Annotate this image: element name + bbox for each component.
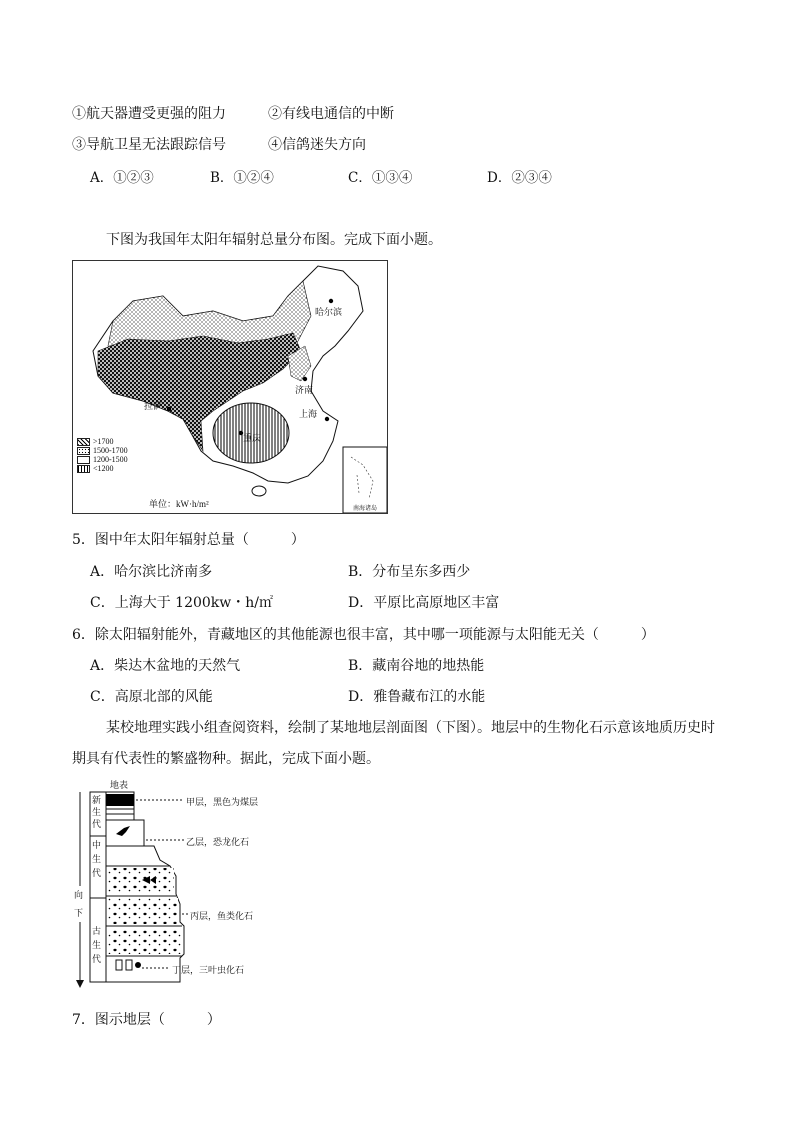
jinan-marker [303,377,307,381]
layer-ding-label: 丁层，三叶虫化石 [172,965,245,975]
era-mesozoic: 中生代 [92,840,102,878]
q5-stem: 5．图中年太阳年辐射总量（ ） [72,532,305,548]
layer-jia-label: 甲层，黑色为煤层 [186,797,259,807]
q5-option-d: D．平原比高原地区丰富 [348,595,500,611]
layer-yi-label: 乙层，恐龙化石 [186,837,250,847]
direction-label: 向下 [74,886,84,922]
intro-solar: 下图为我国年太阳年辐射总量分布图。完成下面小题。 [106,232,442,248]
legend-label-1: >1700 [93,437,114,446]
map-unit: 单位：kW·h/m² [149,499,209,509]
coal-layer [106,794,134,806]
intro-strata-line2: 期具有代表性的繁盛物种。据此，完成下面小题。 [72,751,380,767]
map-graphic [73,261,387,513]
city-label-harbin: 哈尔滨 [315,307,343,317]
legend-swatch-blank [77,456,90,464]
city-label-lhasa: 拉萨 [144,401,163,411]
solar-radiation-map [72,260,388,514]
q4-option-b: B．①②④ [210,170,274,186]
legend-label-3: 1200-1500 [93,455,128,464]
q6-option-a: A．柴达木盆地的天然气 [90,658,241,674]
trilobite-fossil [135,962,141,968]
layer-bing-label: 丙层，鱼类化石 [190,911,254,921]
lhasa-marker [167,407,171,411]
era-paleozoic: 古生代 [92,926,102,964]
era-cenozoic: 新生代 [92,795,102,829]
legend-swatch-hatch [77,438,90,446]
q4-item-1: ①航天器遭受更强的阻力 [72,106,226,122]
legend-swatch-lines [77,465,90,473]
q4-option-d: D．②③④ [487,170,552,186]
strata-diagram [72,776,312,1016]
q6-option-d: D．雅鲁藏布江的水能 [348,689,486,705]
q4-option-a: A．①②③ [90,170,154,186]
q5-option-a: A．哈尔滨比济南多 [90,564,213,580]
shanghai-marker [325,417,329,421]
q7-stem: 7．图示地层（ ） [72,1012,221,1028]
harbin-marker [329,299,333,303]
legend-label-4: <1200 [93,464,114,473]
q4-item-3: ③导航卫星无法跟踪信号 [72,137,226,153]
q6-option-c: C．高原北部的风能 [90,689,213,705]
q4-option-c: C．①③④ [348,170,413,186]
q5-option-b: B．分布呈东多西少 [348,564,471,580]
city-label-jinan: 济南 [295,385,314,395]
hainan-island [252,486,266,496]
city-label-chongqing: 重庆 [243,433,262,443]
q6-stem: 6．除太阳辐射能外，青藏地区的其他能源也很丰富，其中哪一项能源与太阳能无关（ ） [72,627,655,643]
surface-label: 地表 [110,780,129,790]
q4-item-4: ④信鸽迷失方向 [268,137,366,153]
inset-label: 南海诸岛 [353,506,378,512]
legend-label-2: 1500-1700 [93,446,128,455]
strata-graphic [72,776,312,1016]
intro-strata-line1: 某校地理实践小组查阅资料，绘制了某地地层剖面图（下图）。地层中的生物化石示意该地质历史时 [106,720,715,736]
city-label-shanghai: 上海 [299,409,318,419]
map-legend [77,437,128,473]
q6-option-b: B．藏南谷地的地热能 [348,658,485,674]
legend-swatch-dots [77,447,90,455]
q5-option-c: C．上海大于 1200kw・h/㎡ [90,595,273,611]
q4-item-2: ②有线电通信的中断 [268,106,394,122]
